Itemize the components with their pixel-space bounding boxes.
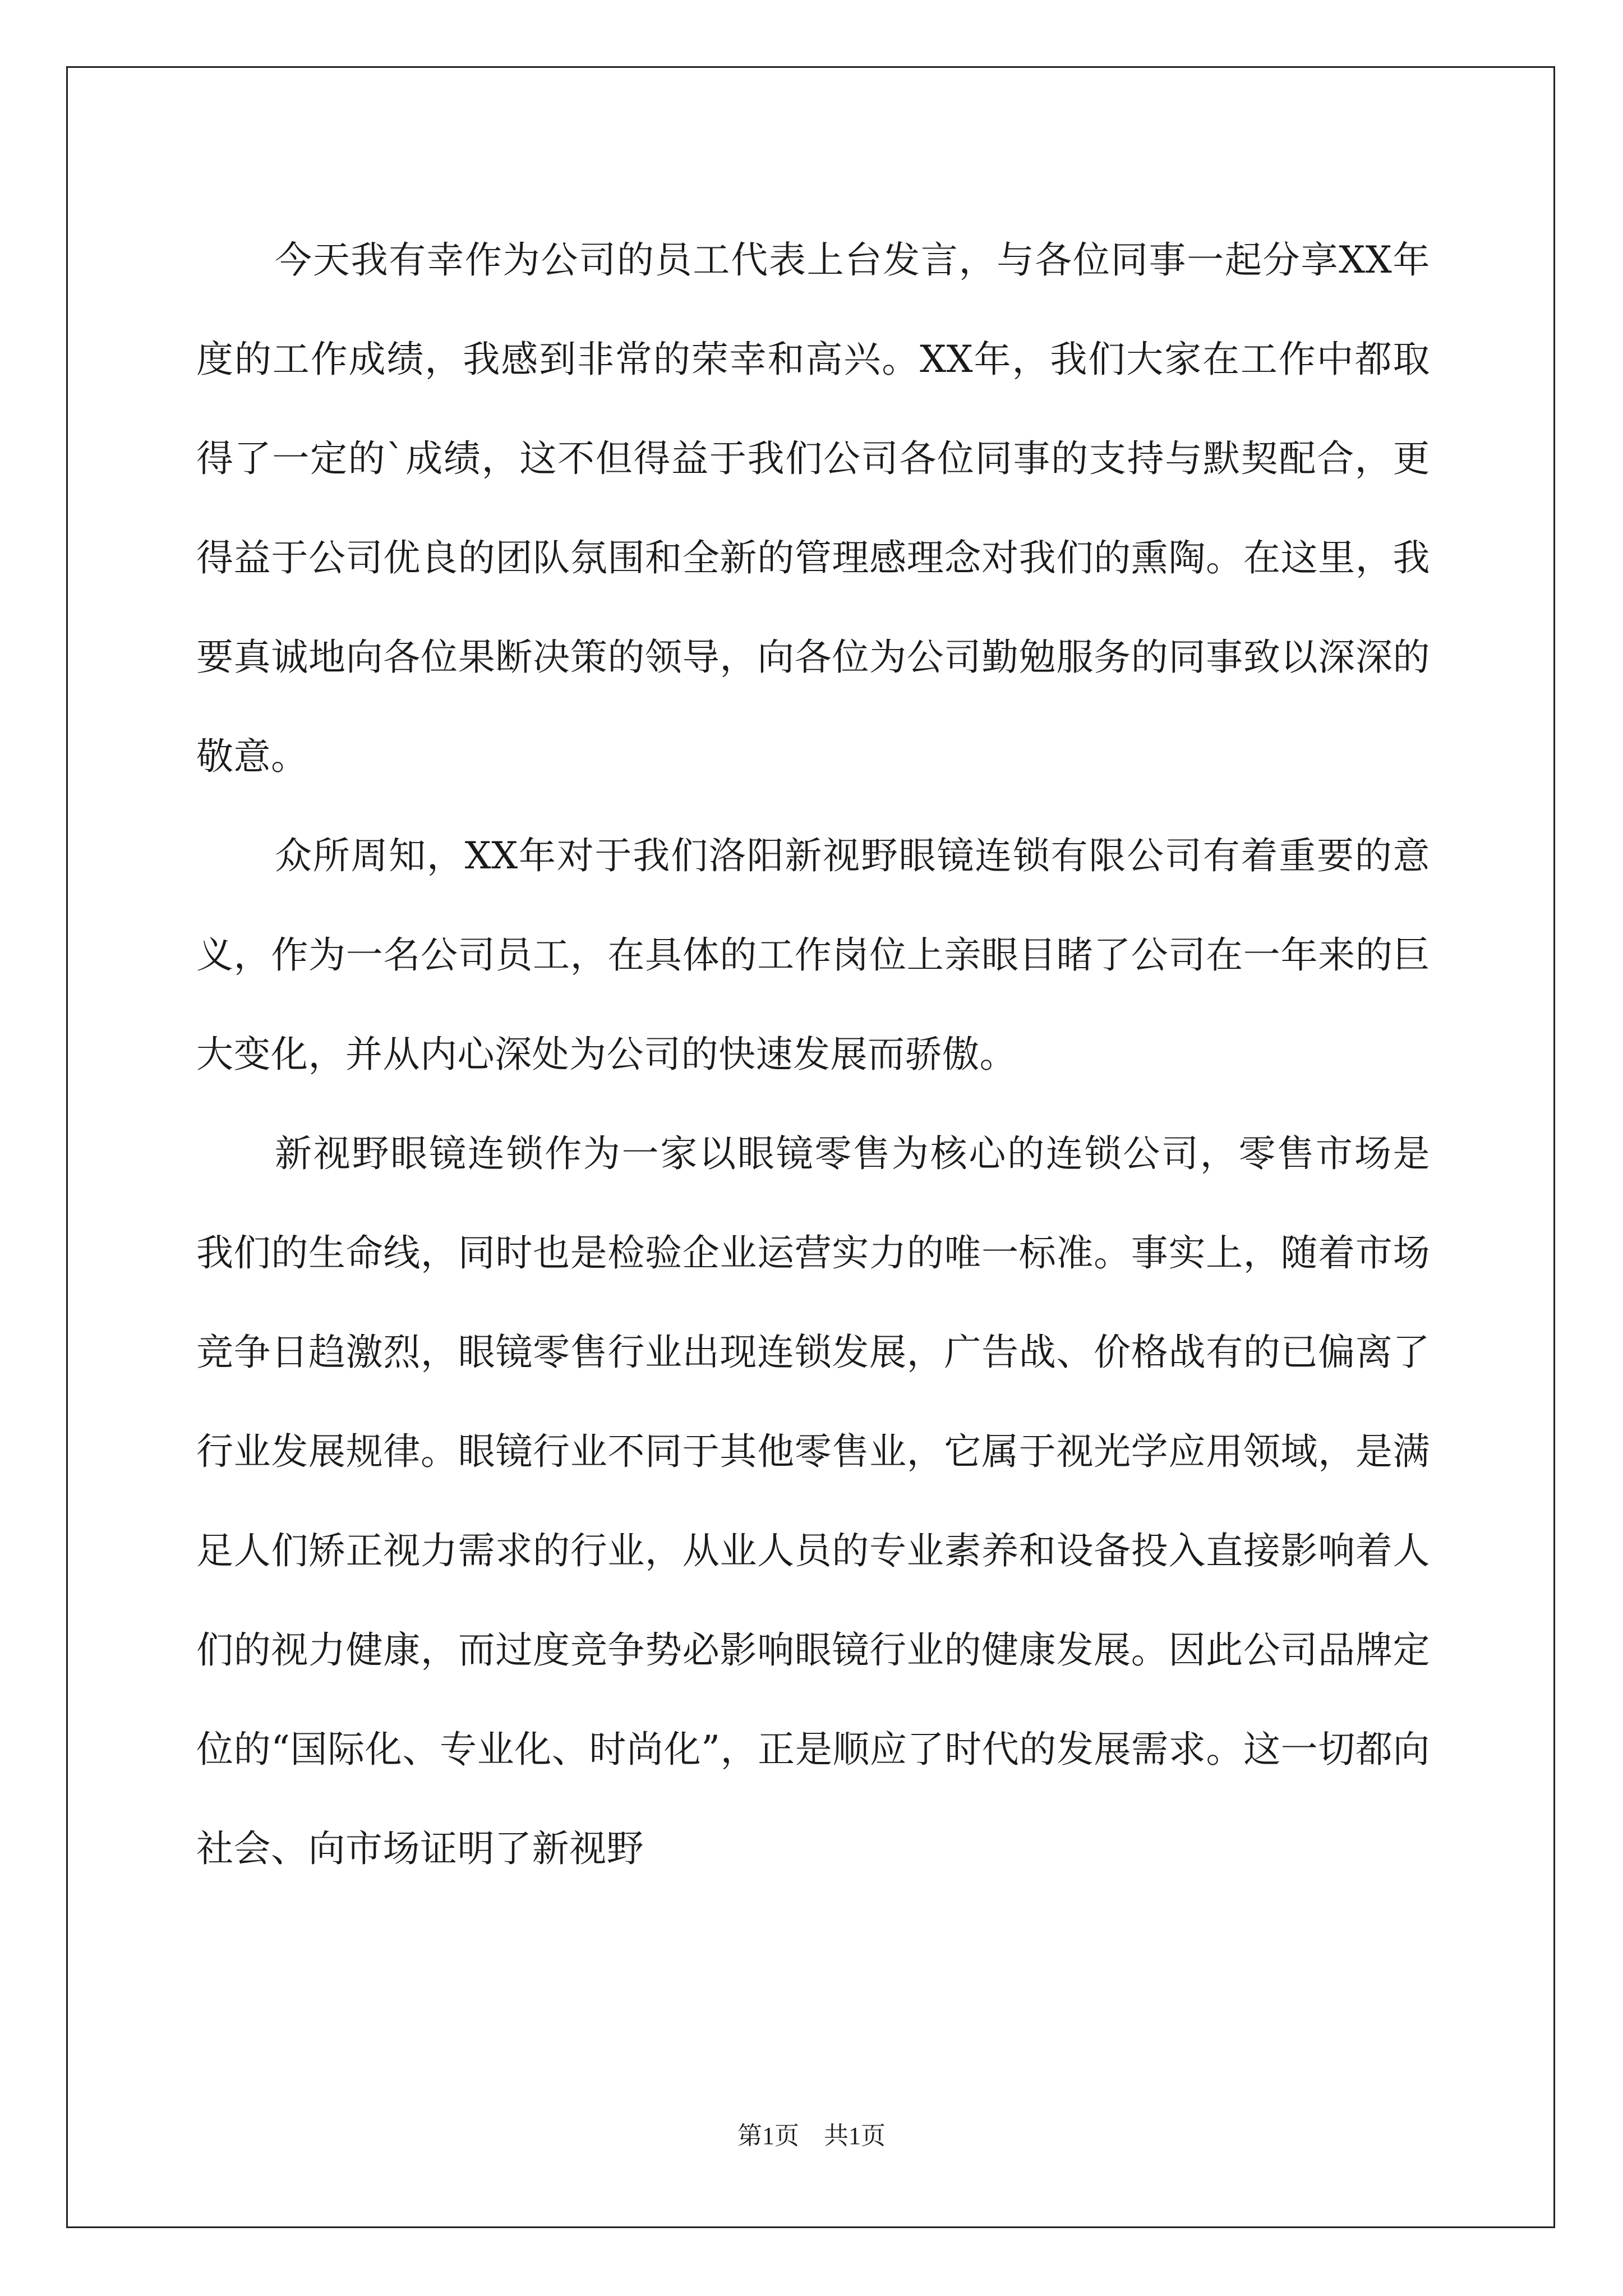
paragraph-3: 新视野眼镜连锁作为一家以眼镜零售为核心的连锁公司，零售市场是我们的生命线，同时也是检验企业运营实力的唯一标准。事实上，随着市场竞争日趋激烈，眼镜零售行业出现连锁发展，广告战、价格战有的已偏离了行业发展规律。眼镜行业不同于其他零售业，它属于视光学应用领域，是满足人们矫正视力需求的行业，从业人员的专业素养和设备投入直接影响着人们的视力健康，而过度竞争势必影响眼镜行业的健康发展。因此公司品牌定位的“国际化、专业化、时尚化”，正是顺应了时代的发展需求。这一切都向社会、向市场证明了新视野 (196, 1132, 1430, 1870)
paragraph-1: 今天我有幸作为公司的员工代表上台发言，与各位同事一起分享XX年度的工作成绩，我感到非常的荣幸和高兴。XX年，我们大家在工作中都取得了一定的`成绩，这不但得益于我们公司各位同事的支持与默契配合，更得益于公司优良的团队氛围和全新的管理感理念对我们的熏陶。在这里，我要真诚地向各位果断决策的领导，向各位为公司勤勉服务的同事致以深深的敬意。 (196, 238, 1430, 778)
page-number-footer: 第1页 共1页 (737, 2122, 886, 2150)
document-body (196, 210, 1430, 1898)
paragraph-2: 众所周知，XX年对于我们洛阳新视野眼镜连锁有限公司有着重要的意义，作为一名公司员工，在具体的工作岗位上亲眼目睹了公司在一年来的巨大变化，并从内心深处为公司的快速发展而骄傲。 (196, 834, 1430, 1076)
